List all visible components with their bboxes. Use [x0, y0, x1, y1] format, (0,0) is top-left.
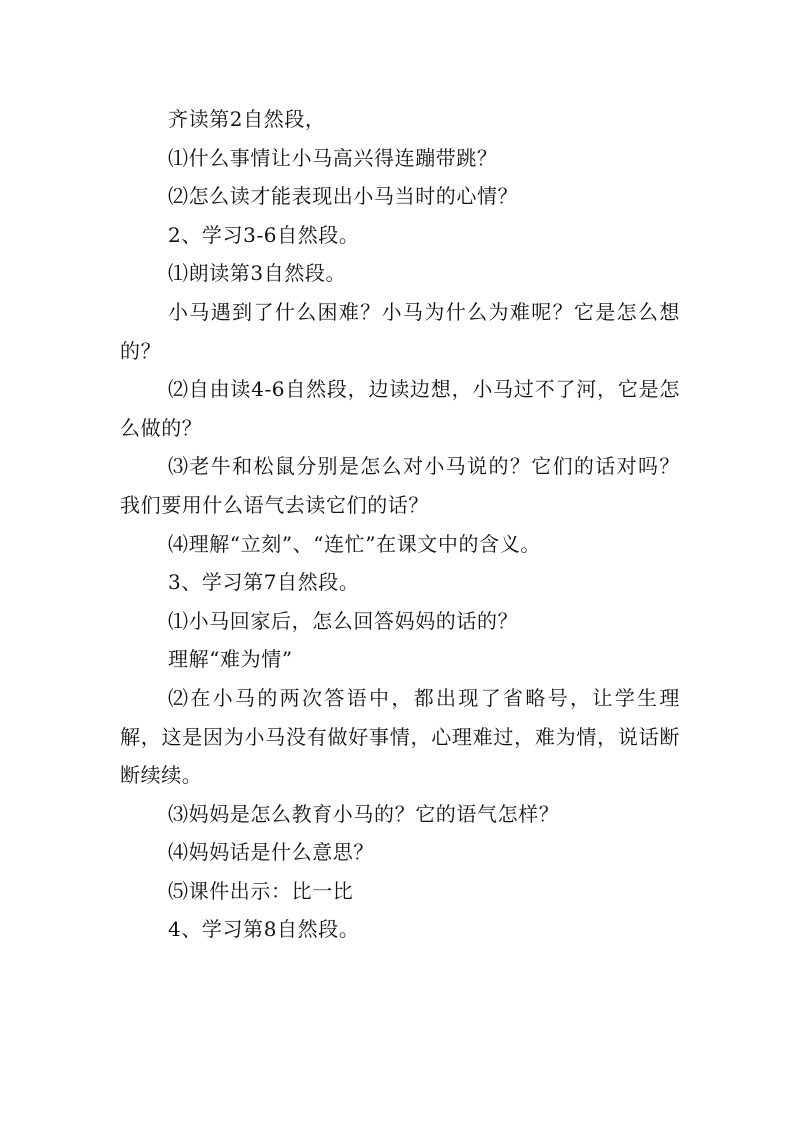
- document-body: [120, 100, 680, 949]
- paragraph: 理解“难为情”: [168, 647, 293, 672]
- paragraph: ⑷理解“立刻”、“连忙”在课文中的含义。: [168, 531, 541, 556]
- paragraph: ⑶老牛和松鼠分别是怎么对小马说的？它们的话对吗？我们要用什么语气去读它们的话？: [120, 454, 680, 517]
- paragraph: 2、学习3-6自然段。: [168, 222, 360, 247]
- paragraph: ⑶妈妈是怎么教育小马的？它的语气怎样？: [168, 801, 560, 826]
- paragraph: ⑸课件出示：比一比: [168, 878, 354, 903]
- paragraph: 4、学习第8自然段。: [168, 917, 360, 942]
- paragraph: ⑵自由读4-6自然段，边读边想，小马过不了河，它是怎么做的？: [120, 377, 680, 440]
- paragraph: 齐读第2自然段，: [168, 107, 326, 131]
- paragraph: 3、学习第7自然段。: [168, 570, 360, 595]
- paragraph: ⑴朗读第3自然段。: [168, 261, 347, 286]
- paragraph: 小马遇到了什么困难？小马为什么为难呢？它是怎么想的？: [120, 299, 680, 363]
- paragraph: ⑵怎么读才能表现出小马当时的心情？: [168, 184, 519, 209]
- paragraph: ⑵在小马的两次答语中，都出现了省略号，让学生理解，这是因为小马没有做好事情，心理难过，难为情，说话断断续续。: [120, 685, 680, 788]
- paragraph: ⑴小马回家后，怎么回答妈妈的话的？: [168, 608, 519, 633]
- paragraph: ⑷妈妈话是什么意思？: [168, 840, 374, 865]
- paragraph: ⑴什么事情让小马高兴得连蹦带跳？: [168, 145, 498, 170]
